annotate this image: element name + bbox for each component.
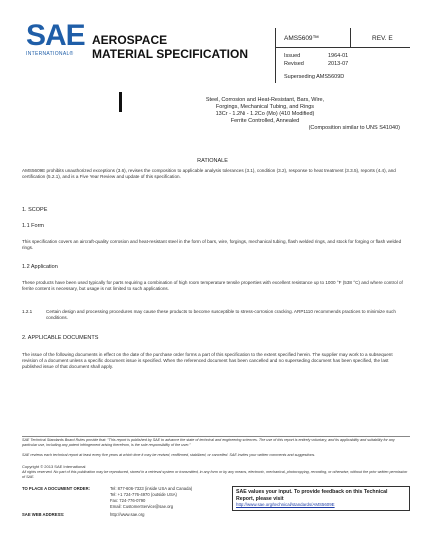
- subject-line-1: Steel, Corrosion and Heat-Resistant, Bars, Wire,: [205, 97, 325, 103]
- header-rule: [275, 47, 410, 48]
- web-label: SAE WEB ADDRESS:: [22, 512, 65, 517]
- order-label: TO PLACE A DOCUMENT ORDER:: [22, 486, 91, 491]
- sae-logo: [26, 19, 85, 57]
- revision-label: REV. E: [372, 35, 393, 42]
- feedback-box: [232, 486, 410, 511]
- section-1-1-heading: 1.1 Form: [22, 223, 45, 229]
- footer-rule: [22, 436, 410, 437]
- rationale-text: AMS5609E prohibits unauthorized exceptions (3.6), revises the composition to applicable analysis tolerances (3.1), condition (3.2), response to heat treatment (3.3.5), reports (4.4), and certification (5.2.1), and is a Five Year Review and update of this specification.: [22, 168, 396, 179]
- footer-disclaimer-1: SAE Technical Standards Board Rules provide that: "This report is published by SAE to advance the state of technical and engineering sciences. The use of this report is entirely voluntary, and its applicability and suitability for any particular use, including any patent infringement arising therefrom, is the sole responsibility of the user.": [22, 438, 395, 447]
- section-1-2-1-text: Certain design and processing procedures may cause these products to become susceptible to stress-corrosion cracking. ARP1110 recommends practices to minimize such conditions.: [46, 309, 396, 320]
- email-address[interactable]: Email: CustomerService@sae.org: [110, 504, 174, 509]
- footer-disclaimer-2: SAE reviews each technical report at least every five years at which time it may be revised, reaffirmed, stabilized, or cancelled. SAE invites your written comments and suggestions.: [22, 453, 316, 457]
- revised-label: Revised: [284, 61, 304, 67]
- subject-line-4: Ferrite Controlled, Annealed: [230, 118, 300, 124]
- subject-line-2: Forgings, Mechanical Tubing, and Rings: [215, 104, 315, 110]
- phone-usa: Tel: 877-606-7323 (inside USA and Canada): [110, 486, 193, 491]
- footer-copyright: Copyright © 2013 SAE International: [22, 464, 86, 469]
- phone-intl: Tel: +1 724-776-4970 (outside USA): [110, 492, 177, 497]
- header-divider: [275, 28, 276, 83]
- section-1-1-text: This specification covers an aircraft-quality corrosion and heat-resistant steel in the form of bars, wire, forgings, mechanical tubing, flash welded rings, and stock for forging or flash welded rings.: [22, 239, 402, 250]
- supersedes-note: Superseding AMS5609D: [284, 74, 345, 80]
- revised-date: 2013-07: [328, 61, 349, 67]
- issued-label: Issued: [284, 53, 301, 59]
- section-1-2-text: These products have been used typically for parts requiring a combination of high room temperature tensile properties with excellent resistance up to 1000 °F (538 °C) and where control of ferrite content is necessary, but usage is not limited to such applications.: [22, 280, 403, 291]
- document-type-title: [92, 33, 248, 61]
- web-link[interactable]: http://www.sae.org: [110, 512, 145, 517]
- rationale-heading: RATIONALE: [197, 158, 228, 164]
- section-1-2-heading: 1.2 Application: [22, 264, 58, 270]
- subject-line-3: 13Cr - 1.2Ni - 1.2Co (Mo) (410 Modified): [215, 111, 315, 117]
- issued-date: 1964-01: [328, 53, 349, 59]
- section-1-heading: 1. SCOPE: [22, 207, 48, 213]
- title-line-2: MATERIAL SPECIFICATION: [92, 47, 248, 61]
- feedback-text: SAE values your input. To provide feedback on this Technical Report, please visit: [236, 489, 388, 502]
- header-rev-divider: [350, 28, 351, 47]
- revision-bar: [119, 92, 122, 112]
- sae-logo-sub: INTERNATIONAL®: [26, 51, 74, 57]
- document-number: AMS5609™: [284, 35, 320, 42]
- title-line-1: AEROSPACE: [92, 33, 168, 47]
- sae-logo-mark: SAE: [26, 19, 85, 52]
- section-1-2-1-number: 1.2.1: [22, 309, 33, 314]
- section-2-heading: 2. APPLICABLE DOCUMENTS: [22, 335, 99, 341]
- order-contacts: [110, 486, 192, 510]
- footer-rights: All rights reserved. No part of this publication may be reproduced, stored in a retrieval system or transmitted, in any form or by any means, electronic, mechanical, photocopying, recording, or otherwise, without the prior written permission of SAE.: [22, 470, 408, 479]
- fax-number: Fax: 724-776-0790: [110, 498, 146, 503]
- subject-block: [130, 97, 400, 132]
- section-2-text: The issue of the following documents in effect on the date of the purchase order forms a part of this specification to the extent specified herein. The supplier may work to a subsequent revision of a document unless a specific document issue is specified. When the referenced document has been cancelled and no superseding document has been specified, the last published issue of that document shall apply.: [22, 352, 393, 369]
- feedback-link[interactable]: http://www.sae.org/technical/standards/AMS5609E: [236, 502, 335, 507]
- subject-line-5: (Composition similar to UNS S41040): [308, 125, 400, 131]
